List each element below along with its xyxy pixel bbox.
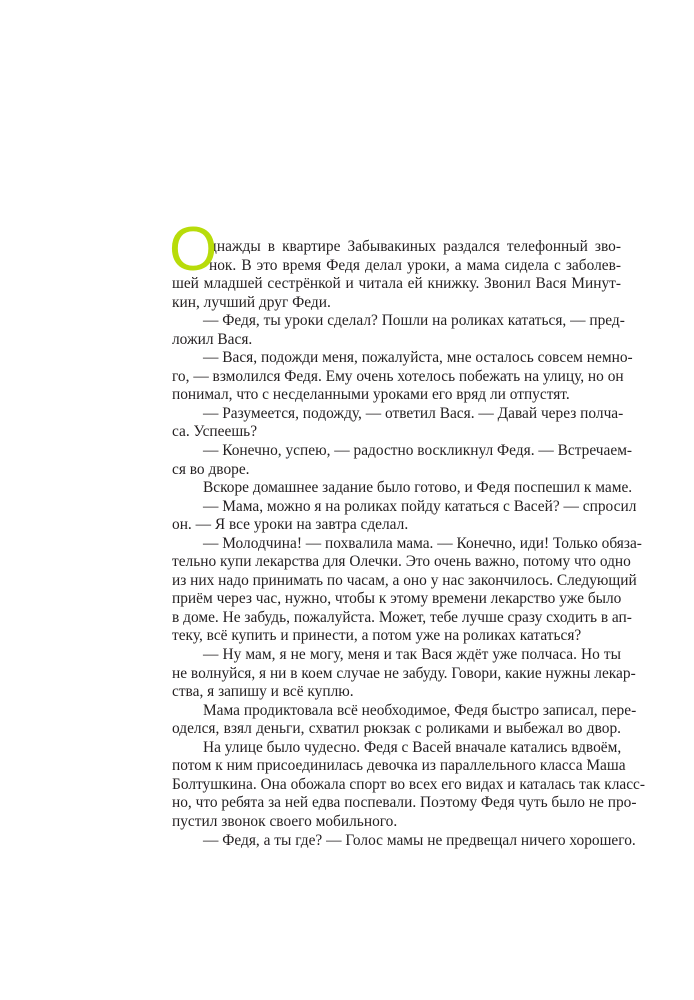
text-line: приём через час, нужно, чтобы к этому времени лекарство уже было: [172, 590, 622, 608]
text-line: ся во дворе.: [172, 460, 250, 478]
text-line: — Мама, можно я на роликах пойду кататься с Васей? — спросил: [203, 497, 637, 515]
text-line: потом к ним присоединилась девочка из параллельного класса Маша: [172, 757, 626, 775]
text-line: шей младшей сестрёнкой и читала ей книжку. Звонил Вася Минут-: [172, 275, 621, 293]
text-line: оделся, взял деньги, схватил рюкзак с роликами и выбежал во двор.: [172, 720, 621, 738]
text-line: На улице было чудесно. Федя с Васей вначале катались вдвоём,: [203, 738, 622, 756]
text-line: — Молодчина! — похвалила мама. — Конечно, иди! Только обяза-: [203, 534, 642, 552]
text-line: теку, всё купить и принести, а потом уже на роликах кататься?: [172, 627, 582, 645]
text-line: пустил звонок своего мобильного.: [172, 812, 398, 830]
text-line: тельно купи лекарства для Олечки. Это очень важно, потому что одно: [172, 553, 631, 571]
text-line: в доме. Не забудь, пожалуйста. Может, тебе лучше сразу сходить в ап-: [172, 608, 632, 626]
text-line: — Вася, подожди меня, пожалуйста, мне осталось совсем немно-: [203, 349, 633, 367]
text-line: понимал, что с несделанными уроками его вряд ли отпустят.: [172, 386, 570, 404]
text-line: кин, лучший друг Феди.: [172, 293, 331, 311]
text-line: ства, я запишу и всё куплю.: [172, 683, 354, 701]
story-text: [169, 215, 645, 850]
text-line: из них надо принимать по часам, а оно у нас закончилось. Следующий: [172, 571, 637, 589]
text-line: — Ну мам, я не могу, меня и так Вася ждёт уже полчаса. Но ты: [203, 646, 621, 664]
text-line: днажды в квартире Забывакиных раздался телефонный зво-: [209, 238, 621, 255]
text-line: ложил Вася.: [172, 330, 253, 348]
text-line: он. — Я все уроки на завтра сделал.: [172, 516, 409, 534]
text-line: Вскоре домашнее задание было готово, и Федя поспешил к маме.: [203, 479, 633, 497]
text-line: са. Успеешь?: [172, 423, 258, 441]
text-line: — Федя, а ты где? — Голос мамы не предвещал ничего хорошего.: [203, 831, 636, 849]
text-line: — Разумеется, подожду, — ответил Вася. — Давай через полча-: [203, 404, 624, 422]
text-line: не волнуйся, я ни в коем случае не забуду. Говори, какие нужны лекар-: [172, 664, 636, 682]
text-lines: [172, 238, 645, 850]
text-line: Болтушкина. Она обожала спорт во всех его видах и каталась так класс-: [172, 775, 645, 793]
text-line: Мама продиктовала всё необходимое, Федя быстро записал, пере-: [203, 701, 637, 719]
text-line: но, что ребята за ней едва поспевали. Поэтому Федя чуть было не про-: [172, 794, 637, 812]
drop-cap: О: [169, 215, 218, 284]
text-line: го, — взмолился Федя. Ему очень хотелось побежать на улицу, но он: [172, 367, 624, 385]
text-line: нок. В это время Федя делал уроки, а мама сидела с заболев-: [209, 256, 621, 274]
text-line: — Федя, ты уроки сделал? Пошли на роликах кататься, — пред-: [203, 312, 625, 330]
text-line: — Конечно, успею, — радостно воскликнул Федя. — Встречаем-: [203, 442, 633, 460]
